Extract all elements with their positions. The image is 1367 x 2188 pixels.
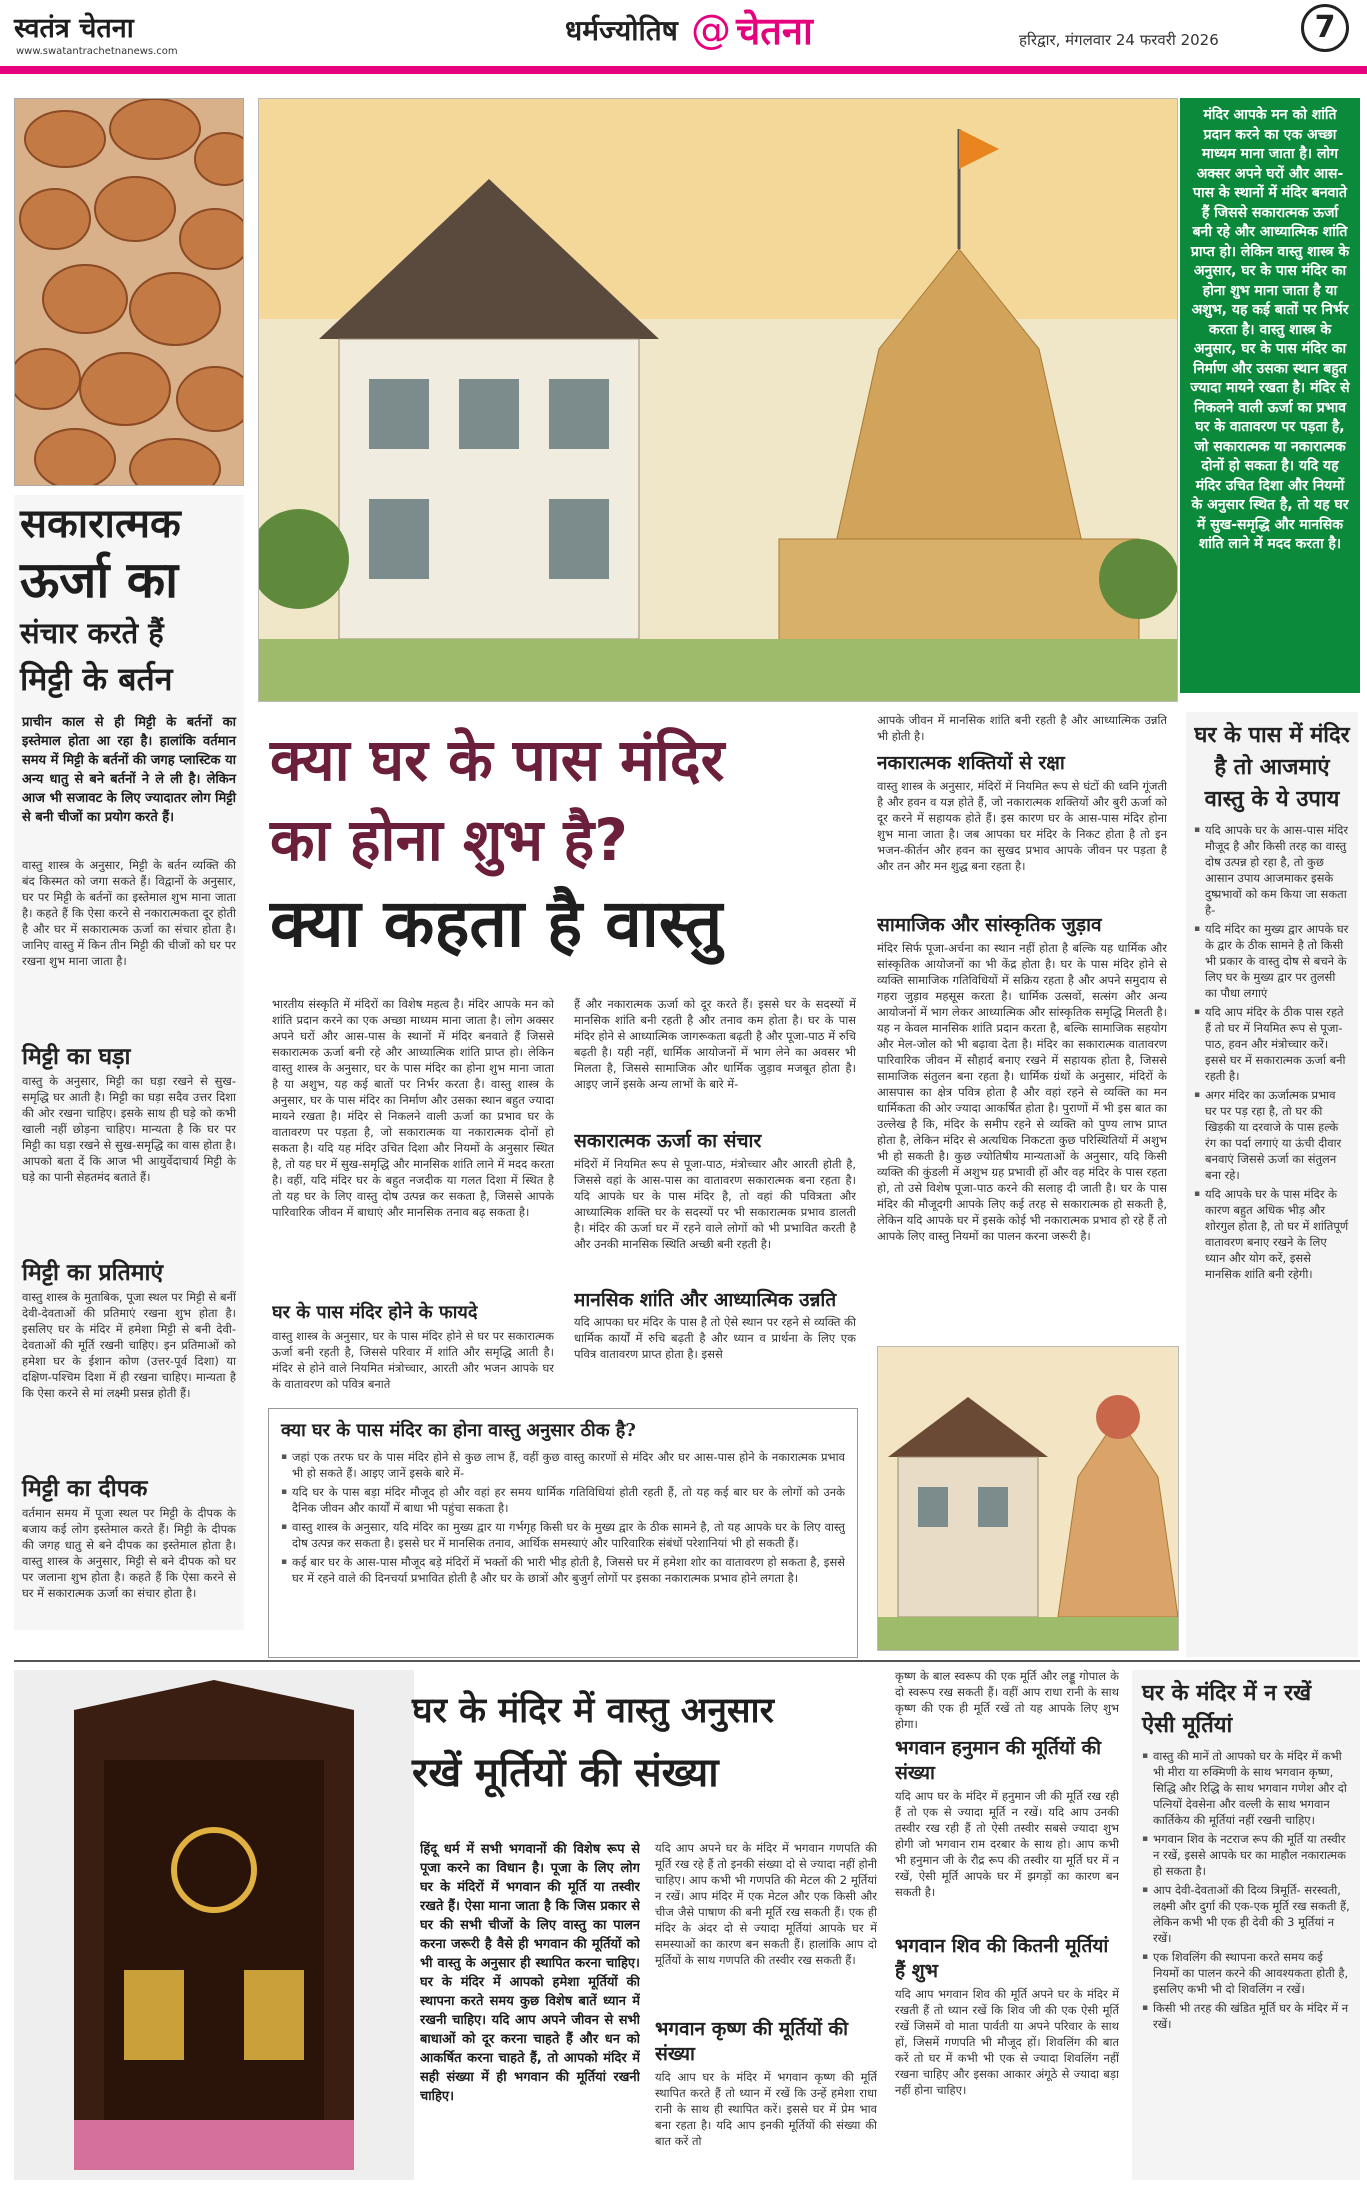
green-quote-box bbox=[1180, 98, 1360, 693]
bottom-col2a-text: यदि आप अपने घर के मंदिर में भगवान गणपति की मूर्ति रख रहे हैं तो इनकी संख्या दो से ज्यादा नहीं होनी चाहिए। आप कभी भी गणपति की मेटल की 2 मूर्तियां न रखें। आप मंदिर में एक मेटल और एक किसी और चीज जैसे पाषाण की बनी मूर्ति रख सकती हैं। एक ही मंदिर के अंदर दो से ज्यादा मूर्तियां आपके घर में समस्याओं का कारण बन सकती हैं। हालांकि आप दो मूर्तियों के साथ गणपति की तस्वीर रख सकती हैं। bbox=[655, 1841, 877, 1967]
left-body: वास्तु शास्त्र के अनुसार, मिट्टी के बर्तन व्यक्ति की बंद किस्मत को जगा सकते हैं। विद्वानों के अनुसार, घर पर मिट्टी के बर्तनों का इस्तेमाल शुभ माना जाता है। कहते हैं कि ऐसा करने से नकारात्मकता दूर होती है और घर में सकारात्मक ऊर्जा का संचार होता है। जानिए वास्तु में किन तीन मिट्टी की चीजों को घर पर रखना शुभ माना जाता है। bbox=[22, 858, 236, 968]
main-sub1: घर के पास मंदिर होने के फायदे bbox=[272, 1302, 478, 1323]
bottom-sub2: भगवान हनुमान की मूर्तियों की संख्या bbox=[895, 1737, 1102, 1784]
bottom-col3a-text: कृष्ण के बाल स्वरूप की एक मूर्ति और लड्डू गोपाल के दो स्वरूप रख सकती हैं। वहीं आप राधा रानी के साथ कृष्ण की एक ही मूर्ति रखें तो यह आपके लिए शुभ होगा। bbox=[895, 1669, 1119, 1731]
bottom-col3b-text: यदि आप घर के मंदिर में हनुमान जी की मूर्ति रख रही हैं तो एक से ज्यादा मूर्ति न रखें। यदि आप उनकी तस्वीर रख रही हैं तो ऐसी तस्वीर सबसे ज्यादा शुभ होगी जो भगवान राम दरबार के साथ हो। आप कभी भी हनुमान जी के रौद्र रूप की तस्वीर या मूर्ति घर में न रखें, ऐसी मूर्ति आपके घर में झगड़ों का कारण बन सकती है। bbox=[895, 1789, 1119, 1899]
bottom-sub3: भगवान शिव की कितनी मूर्तियां हैं शुभ bbox=[895, 1935, 1109, 1982]
masthead-rule bbox=[0, 66, 1367, 74]
section-divider bbox=[14, 1660, 1360, 1662]
clay-pots-illustration bbox=[15, 99, 244, 486]
main-col3a-text: आपके जीवन में मानसिक शांति बनी रहती है और आध्यात्मिक उन्नति भी होती है। bbox=[877, 713, 1167, 743]
list-item: ▪ यदि मंदिर का मुख्य द्वार आपके घर के द्वार के ठीक सामने है तो किसी भी प्रकार के वास्तु दोष से बचने के लिए घर के मुख्य द्वार पर तुलसी का पौधा लगाएं bbox=[1194, 921, 1350, 1001]
list-item: ▪ यदि आप मंदिर के ठीक पास रहते हैं तो घर में नियमित रूप से पूजा-पाठ, हवन और मंत्रोच्चार करें। इससे घर में सकारात्मक ऊर्जा बनी रहती है। bbox=[1194, 1004, 1350, 1084]
left-headline-line3: संचार करते हैं bbox=[20, 616, 164, 650]
left-s3-text: वर्तमान समय में पूजा स्थल पर मिट्टी के दीपक के बजाय कई लोग इस्तेमाल करते हैं। मिट्टी के दीपक की जगह धातु से बने दीपक का इस्तेमाल होता है। वास्तु शास्त्र के अनुसार, मिट्टी से बने दीपक को घर पर जलाना शुभ होता है। कहते हैं कि ऐसा करने से घर में सकारात्मक ऊर्जा का संचार होता है। bbox=[22, 1506, 236, 1600]
left-intro: प्राचीन काल से ही मिट्टी के बर्तनों का इस्तेमाल होता आ रहा है। हालांकि वर्तमान समय में मिट्टी के बर्तनों की जगह प्लास्टिक या अन्य धातु से बने बर्तनों ने ले ली है। लेकिन आज भी सजावट के लिए ज्यादातर लोग मिट्टी से बनी चीजों का प्रयोग करते हैं। bbox=[22, 715, 236, 825]
list-item: ▪ यदि आपके घर के आस-पास मंदिर मौजूद है और किसी तरह का वास्तु दोष उत्पन्न हो रहा है, तो कुछ आसान उपाय आजमाकर इसके दुष्प्रभावों को कम किया जा सकता है- bbox=[1194, 822, 1350, 918]
house-temple-photo-2 bbox=[877, 1346, 1179, 1651]
home-shrine-illustration bbox=[14, 1670, 414, 2180]
clay-pots-photo bbox=[14, 98, 244, 486]
left-s1-text: वास्तु के अनुसार, मिट्टी का घड़ा रखने से सुख-समृद्धि घर आती है। मिट्टी का घड़ा सदैव उत्तर दिशा की ओर रखना चाहिए। इसके साथ ही घड़े को कभी खाली नहीं छोड़ना चाहिए। मान्यता है कि घर पर मिट्टी का घड़ा रखने से सुख-समृद्धि का वास होता है। आपको बता दें कि आज भी आयुर्वेदाचार्य मिट्टी के घड़े का पानी सेहतमंद बताते हैं। bbox=[22, 1074, 236, 1184]
avoid-idols-list bbox=[1142, 1748, 1350, 2035]
avoid-idols-box bbox=[1132, 1670, 1360, 2180]
avoid-idols-title: घर के मंदिर में न रखें ऐसी मूर्तियां bbox=[1142, 1681, 1312, 1738]
main-sub5: सामाजिक और सांस्कृतिक जुड़ाव bbox=[877, 914, 1102, 936]
list-item: ▪ वास्तु की मानें तो आपको घर के मंदिर में कभी भी मीरा या रुक्मिणी के साथ भगवान कृष्ण, सिद्धि और रिद्धि के साथ भगवान गणेश और दो पत्नियों देवसेना और वल्ली के साथ भगवान कार्तिकेय की मूर्तियां नहीं रखनी चाहिए। bbox=[1142, 1748, 1350, 1828]
bottom-col3c-text: यदि आप भगवान शिव की मूर्ति अपने घर के मंदिर में रखती हैं तो ध्यान रखें कि शिव जी की एक ऐसी मूर्ति रखें जिसमें वो माता पार्वती या अपने परिवार के साथ हों, जिसमें गणपति भी मौजूद हों। शिवलिंग की बात करें तो घर में कभी भी एक से ज्यादा शिवलिंग नहीं रखना चाहिए और इसका आकार अंगूठे से ज्यादा बड़ा नहीं होना चाहिए। bbox=[895, 1987, 1119, 2097]
left-feature bbox=[14, 495, 244, 1630]
bottom-headline-line1: घर के मंदिर में वास्तु अनुसार bbox=[412, 1690, 774, 1731]
bottom-column-2 bbox=[655, 1840, 877, 2180]
main-col2a-text: हैं और नकारात्मक ऊर्जा को दूर करते हैं। इससे घर के सदस्यों में मानसिक शांति बनी रहती है और तनाव कम होता है। घर के पास मंदिर होने से आध्यात्मिक जागरूकता बढ़ती है और पूजा-पाठ में रुचि बढ़ती है। यही नहीं, धार्मिक आयोजनों में भाग लेने का अवसर भी मिलता है, जिससे सामाजिक और धार्मिक जुड़ाव मजबूत होता है। आइए जानें इसके अन्य लाभों के बारे में- bbox=[574, 997, 856, 1091]
left-headline-line1: सकारात्मक bbox=[20, 500, 181, 547]
bottom-column-3 bbox=[895, 1668, 1119, 2180]
list-item: ▪ यदि घर के पास बड़ा मंदिर मौजूद हो और वहां हर समय धार्मिक गतिविधियां होती रहती हैं, तो यह कई बार घर के लोगों को उनके दैनिक जीवन और कार्यों में बाधा भी पहुंचा सकता है। bbox=[281, 1484, 845, 1516]
green-quote-text: मंदिर आपके मन को शांति प्रदान करने का एक अच्छा माध्यम माना जाता है। लोग अक्सर अपने घरों और आस-पास के स्थानों में मंदिर बनवाते हैं जिससे सकारात्मक ऊर्जा बनी रहे और आध्यात्मिक शांति प्राप्त हो। लेकिन वास्तु शास्त्र के अनुसार, घर के पास मंदिर का होना शुभ माना जाता है या अशुभ, यह कई बातों पर निर्भर करता है। वास्तु शास्त्र के अनुसार, घर के पास मंदिर का निर्माण और उसका स्थान बहुत ज्यादा मायने रखता है। मंदिर से निकलने वाली ऊर्जा का प्रभाव घर के वातावरण पर पड़ता है, जो सकारात्मक या नकारात्मक दोनों हो सकता है। यदि यह मंदिर उचित दिशा और नियमों के अनुसार स्थित है, तो यह घर में सुख-समृद्धि और मानसिक शांति लाने में मदद करता है। bbox=[1190, 107, 1350, 552]
house-temple-illustration-2 bbox=[878, 1347, 1179, 1651]
section-title-at: @ bbox=[690, 7, 731, 53]
vastu-ok-box-list bbox=[281, 1449, 845, 1589]
main-col3c-text: मंदिर सिर्फ पूजा-अर्चना का स्थान नहीं होता है बल्कि यह धार्मिक और सांस्कृतिक आयोजनों का भी केंद्र होता है। घर के पास मंदिर होने से व्यक्ति सामाजिक गतिविधियों में सक्रिय रहता है और अपने समुदाय से गहरा जुड़ाव महसूस करता है। धार्मिक उत्सवों, सत्संग और अन्य आयोजनों में भाग लेकर आध्यात्मिक और सांस्कृतिक समृद्धि मिलती है। यह न केवल मानसिक शांति प्रदान करता है, बल्कि सामाजिक सहयोग और मेल-जोल को भी बढ़ावा देता है। मंदिर का सकारात्मक वातावरण पारिवारिक जीवन में सौहार्द बनाए रखने में सहायक होता है, जिससे सामाजिक संतुलन बना रहता है। धार्मिक ग्रंथों के अनुसार, मंदिरों के आसपास का क्षेत्र पवित्र होता है और वहां रहने से व्यक्ति का मन धार्मिकता की ओर ज्यादा आकर्षित होता है। पुराणों में भी इस बात का उल्लेख है कि, मंदिर के समीप रहने से व्यक्ति को पुण्य लाभ प्राप्त होता है, लेकिन मंदिर से अत्यधिक निकटता कुछ परिस्थितियों में अशुभ भी हो सकती है। कुछ ज्योतिषीय मान्यताओं के अनुसार, यदि किसी व्यक्ति की कुंडली में अशुभ ग्रह प्रभावी हों और वह मंदिर के पास रहता हो, तो उसे विशेष पूजा-पाठ करने की सलाह दी जाती है। घर के पास मंदिर की मौजूदगी आपके लिए कई तरह से सकारात्मक हो सकती है, लेकिन यदि आपके घर में इसके कोई भी नकारात्मक प्रभाव हो रहे हैं तो आपके लिए वास्तु नियमों का पालन करना जरूरी है। bbox=[877, 941, 1167, 1243]
main-headline-line1: क्या घर के पास मंदिर bbox=[270, 726, 725, 794]
main-col2b-text: मंदिरों में नियमित रूप से पूजा-पाठ, मंत्रोच्चार और आरती होती है, जिससे वहां के आस-पास का वातावरण सकारात्मक बना रहता है। यदि आपके घर के पास मंदिर है, तो वहां की पवित्रता और आध्यात्मिक शक्ति घर के सदस्यों पर भी सकारात्मक प्रभाव डालती है। मंदिर की ऊर्जा घर में रहने वाले लोगों को भी प्रभावित करती है और उनकी मानसिक स्थिति अच्छी बनी रहती है। bbox=[574, 1157, 856, 1251]
main-col2c-text: यदि आपका घर मंदिर के पास है तो ऐसे स्थान पर रहने से व्यक्ति की धार्मिक कार्यों में रुचि बढ़ती है और ध्यान व प्रार्थना के लिए एक पवित्र वातावरण प्राप्त होता है। इससे bbox=[574, 1315, 856, 1361]
bottom-intro: हिंदू धर्म में सभी भगवानों की विशेष रूप से पूजा करने का विधान है। पूजा के लिए लोग घर के मंदिरों में भगवान की मूर्ति या तस्वीर रखते हैं। ऐसा माना जाता है कि जिस प्रकार से घर की सभी चीजों के लिए वास्तु का पालन करना जरूरी है वैसे ही भगवान की मूर्तियों को भी वास्तु के अनुसार ही स्थापित करना चाहिए। घर के मंदिर में आपको हमेशा मूर्तियों की स्थापना करते समय कुछ विशेष बातें ध्यान में रखनी चाहिए। यदि आप अपने जीवन से सभी बाधाओं को दूर करना चाहते हैं और धन को आकर्षित करना चाहते हैं, तो आपको मंदिर में सही संख्या में ही भगवान की मूर्तियां रखनी चाहिए। bbox=[420, 1842, 640, 2104]
main-sub4: नकारात्मक शक्तियों से रक्षा bbox=[877, 752, 1065, 774]
dateline: हरिद्वार, मंगलवार 24 फरवरी 2026 bbox=[1019, 31, 1219, 49]
main-sub2: सकारात्मक ऊर्जा का संचार bbox=[574, 1130, 762, 1152]
main-column-1 bbox=[272, 996, 554, 1416]
section-title-left: धर्मज्योतिष bbox=[565, 14, 678, 47]
list-item: ▪ किसी भी तरह की खंडित मूर्ति घर के मंदिर में न रखें। bbox=[1142, 2000, 1350, 2032]
list-item: ▪ वास्तु शास्त्र के अनुसार, यदि मंदिर का मुख्य द्वार या गर्भगृह किसी घर के मुख्य द्वार के ठीक सामने है, तो यह आपके घर के लिए वास्तु दोष उत्पन्न कर सकता है। इससे घर में मानसिक तनाव, आर्थिक समस्याएं और पारिवारिक संबंधों परेशानियां भी हो सकती हैं। bbox=[281, 1519, 845, 1551]
house-temple-illustration bbox=[259, 99, 1178, 702]
section-title bbox=[565, 4, 813, 56]
left-headline-line4: मिट्टी के बर्तन bbox=[20, 660, 173, 698]
section-title-right: चेतना bbox=[736, 9, 813, 53]
left-s3-title: मिट्टी का दीपक bbox=[22, 1475, 148, 1502]
list-item: ▪ जहां एक तरफ घर के पास मंदिर होने से कुछ लाभ हैं, वहीं कुछ वास्तु कारणों से मंदिर और घर आस-पास होने के नकारात्मक प्रभाव भी हो सकते हैं। आइए जानें इसके बारे में- bbox=[281, 1449, 845, 1481]
list-item: ▪ भगवान शिव के नटराज रूप की मूर्ति या तस्वीर न रखें, इससे आपके घर का माहौल नकारात्मक हो सकता है। bbox=[1142, 1831, 1350, 1879]
newspaper-logo: स्वतंत्र चेतना bbox=[14, 13, 134, 44]
vastu-tips bbox=[1186, 712, 1358, 1657]
bottom-sub1: भगवान कृष्ण की मूर्तियों की संख्या bbox=[655, 2018, 849, 2065]
website-url[interactable]: www.swatantrachetnanews.com bbox=[16, 46, 178, 57]
main-col1-text: भारतीय संस्कृति में मंदिरों का विशेष महत्व है। मंदिर आपके मन को शांति प्रदान करने का एक अच्छा माध्यम माना जाता है। लोग अक्सर अपने घरों और आस-पास के स्थानों में मंदिर बनवाते हैं जिससे सकारात्मक ऊर्जा बनी रहे और आध्यात्मिक शांति प्राप्त हो। लेकिन वास्तु शास्त्र के अनुसार, घर के पास मंदिर का होना शुभ माना जाता है या अशुभ, यह कई बातों पर निर्भर करता है। वास्तु शास्त्र के अनुसार, घर के पास मंदिर का निर्माण और उसका स्थान बहुत ज्यादा मायने रखता है। मंदिर से निकलने वाली ऊर्जा का प्रभाव घर के वातावरण पर पड़ता है, जो सकारात्मक या नकारात्मक दोनों हो सकता है। यदि यह मंदिर उचित दिशा और नियमों के अनुसार स्थित है, तो यह घर में सुख-समृद्धि और मानसिक शांति लाने में मदद करता है। वहीं, यदि मंदिर घर के बहुत नजदीक या गलत दिशा में स्थित है तो यह घर के लिए वास्तु दोष उत्पन्न कर सकता है, जिससे आपके पारिवारिक जीवन में बाधाएं और मानसिक तनाव बढ़ सकता है। bbox=[272, 997, 554, 1219]
page-number bbox=[1301, 4, 1349, 52]
vastu-ok-box-title: क्या घर के पास मंदिर का होना वास्तु अनुसार ठीक है? bbox=[281, 1420, 636, 1441]
main-sub3: मानसिक शांति और आध्यात्मिक उन्नति bbox=[574, 1289, 837, 1311]
left-s2-title: मिट्टी का प्रतिमाएं bbox=[22, 1259, 164, 1286]
home-shrine-photo bbox=[14, 1670, 414, 2180]
left-headline bbox=[14, 495, 244, 703]
list-item: ▪ अगर मंदिर का ऊर्जात्मक प्रभाव घर पर पड़ रहा है, तो घर की खिड़की या दरवाजे के पास हल्के रंग का पर्दा लगाएं या ऊंची दीवार बनवाएं जिससे ऊर्जा का संतुलन बना रहे। bbox=[1194, 1087, 1350, 1183]
main-col1b-text: वास्तु शास्त्र के अनुसार, घर के पास मंदिर होने से घर पर सकारात्मक ऊर्जा बनी रहती है, जिससे परिवार में शांति और समृद्धि आती है। मंदिर से होने वाले नियमित मंत्रोच्चार, आरती और भजन आपके घर के वातावरण को पवित्र बनाते bbox=[272, 1329, 554, 1391]
house-temple-photo bbox=[258, 98, 1178, 702]
page-number-value: 7 bbox=[1314, 10, 1336, 45]
bottom-headline-line2: रखें मूर्तियों की संख्या bbox=[412, 1749, 719, 1796]
left-s2-text: वास्तु शास्त्र के मुताबिक, पूजा स्थल पर मिट्टी से बनीं देवी-देवताओं की प्रतिमाएं रखना शुभ होता है। इसलिए घर के मंदिर में हमेशा मिट्टी से बनी देवी-देवताओं की मूर्ति रखनी चाहिए। इन प्रतिमाओं को हमेशा घर के ईशान कोण (उत्तर-पूर्व दिशा) या दक्षिण-पश्चिम दिशा में ही रखना चाहिए। मान्यता है कि ऐसा करने से मां लक्ष्मी प्रसन्न होती हैं। bbox=[22, 1290, 236, 1400]
left-s1-title: मिट्टी का घड़ा bbox=[22, 1043, 131, 1070]
main-col3b-text: वास्तु शास्त्र के अनुसार, मंदिरों में नियमित रूप से घंटों की ध्वनि गूंजती है और हवन व यज्ञ होते हैं, जो नकारात्मक शक्तियों और बुरी ऊर्जा को दूर करने में सहायक होते हैं। इस कारण घर के आस-पास मंदिर होना शुभ माना जाता है। जब आपका घर मंदिर के निकट होता है तो इन भजन-कीर्तन और हवन का सुखद प्रभाव आपके जीवन पर पड़ता है और तन और मन शुद्ध बना रहता है। bbox=[877, 779, 1167, 873]
list-item: ▪ आप देवी-देवताओं की दिव्य त्रिमूर्ति- सरस्वती, लक्ष्मी और दुर्गा की एक-एक मूर्ति रख सकती हैं, लेकिन कभी भी एक ही देवी की 3 मूर्तियां न रखें। bbox=[1142, 1882, 1350, 1946]
main-column-3 bbox=[877, 712, 1167, 1337]
bottom-col2b-text: यदि आप घर के मंदिर में भगवान कृष्ण की मूर्ति स्थापित करते हैं तो ध्यान में रखें कि उन्हें हमेशा राधा रानी के साथ ही स्थापित करें। इससे घर में प्रेम भाव बना रहता है। यदि आप इनकी मूर्तियों की संख्या की बात करें तो bbox=[655, 2070, 877, 2148]
left-headline-line2: ऊर्जा का bbox=[20, 550, 179, 609]
bottom-headline bbox=[412, 1680, 882, 1804]
vastu-tips-list bbox=[1194, 822, 1350, 1285]
vastu-ok-box bbox=[268, 1408, 858, 1658]
main-headline bbox=[270, 720, 870, 968]
masthead bbox=[0, 0, 1367, 68]
main-headline-line2: का होना शुभ है? bbox=[270, 806, 628, 874]
list-item: ▪ कई बार घर के आस-पास मौजूद बड़े मंदिरों में भक्तों की भारी भीड़ होती है, जिससे घर में हमेशा शोर का वातावरण हो सकता है, इससे घर में रहने वाले की दिनचर्या प्रभावित होती है और घर के छात्रों और बुजुर्ग लोगों पर इसका नकारात्मक प्रभाव होने लगता है। bbox=[281, 1554, 845, 1586]
list-item: ▪ यदि आपके घर के पास मंदिर के कारण बहुत अधिक भीड़ और शोरगुल होता है, तो घर में शांतिपूर्ण वातावरण बनाए रखने के लिए ध्यान और योग करें, इससे मानसिक शांति बनी रहेगी। bbox=[1194, 1186, 1350, 1282]
main-column-2 bbox=[574, 996, 856, 1416]
vastu-tips-title: घर के पास में मंदिर है तो आजमाएं वास्तु के ये उपाय bbox=[1194, 723, 1350, 812]
main-headline-line3: क्या कहता है वास्तु bbox=[270, 885, 723, 962]
list-item: ▪ एक शिवलिंग की स्थापना करते समय कई नियमों का पालन करने की आवश्यकता होती है, इसलिए कभी भी दो शिवलिंग न रखें। bbox=[1142, 1949, 1350, 1997]
